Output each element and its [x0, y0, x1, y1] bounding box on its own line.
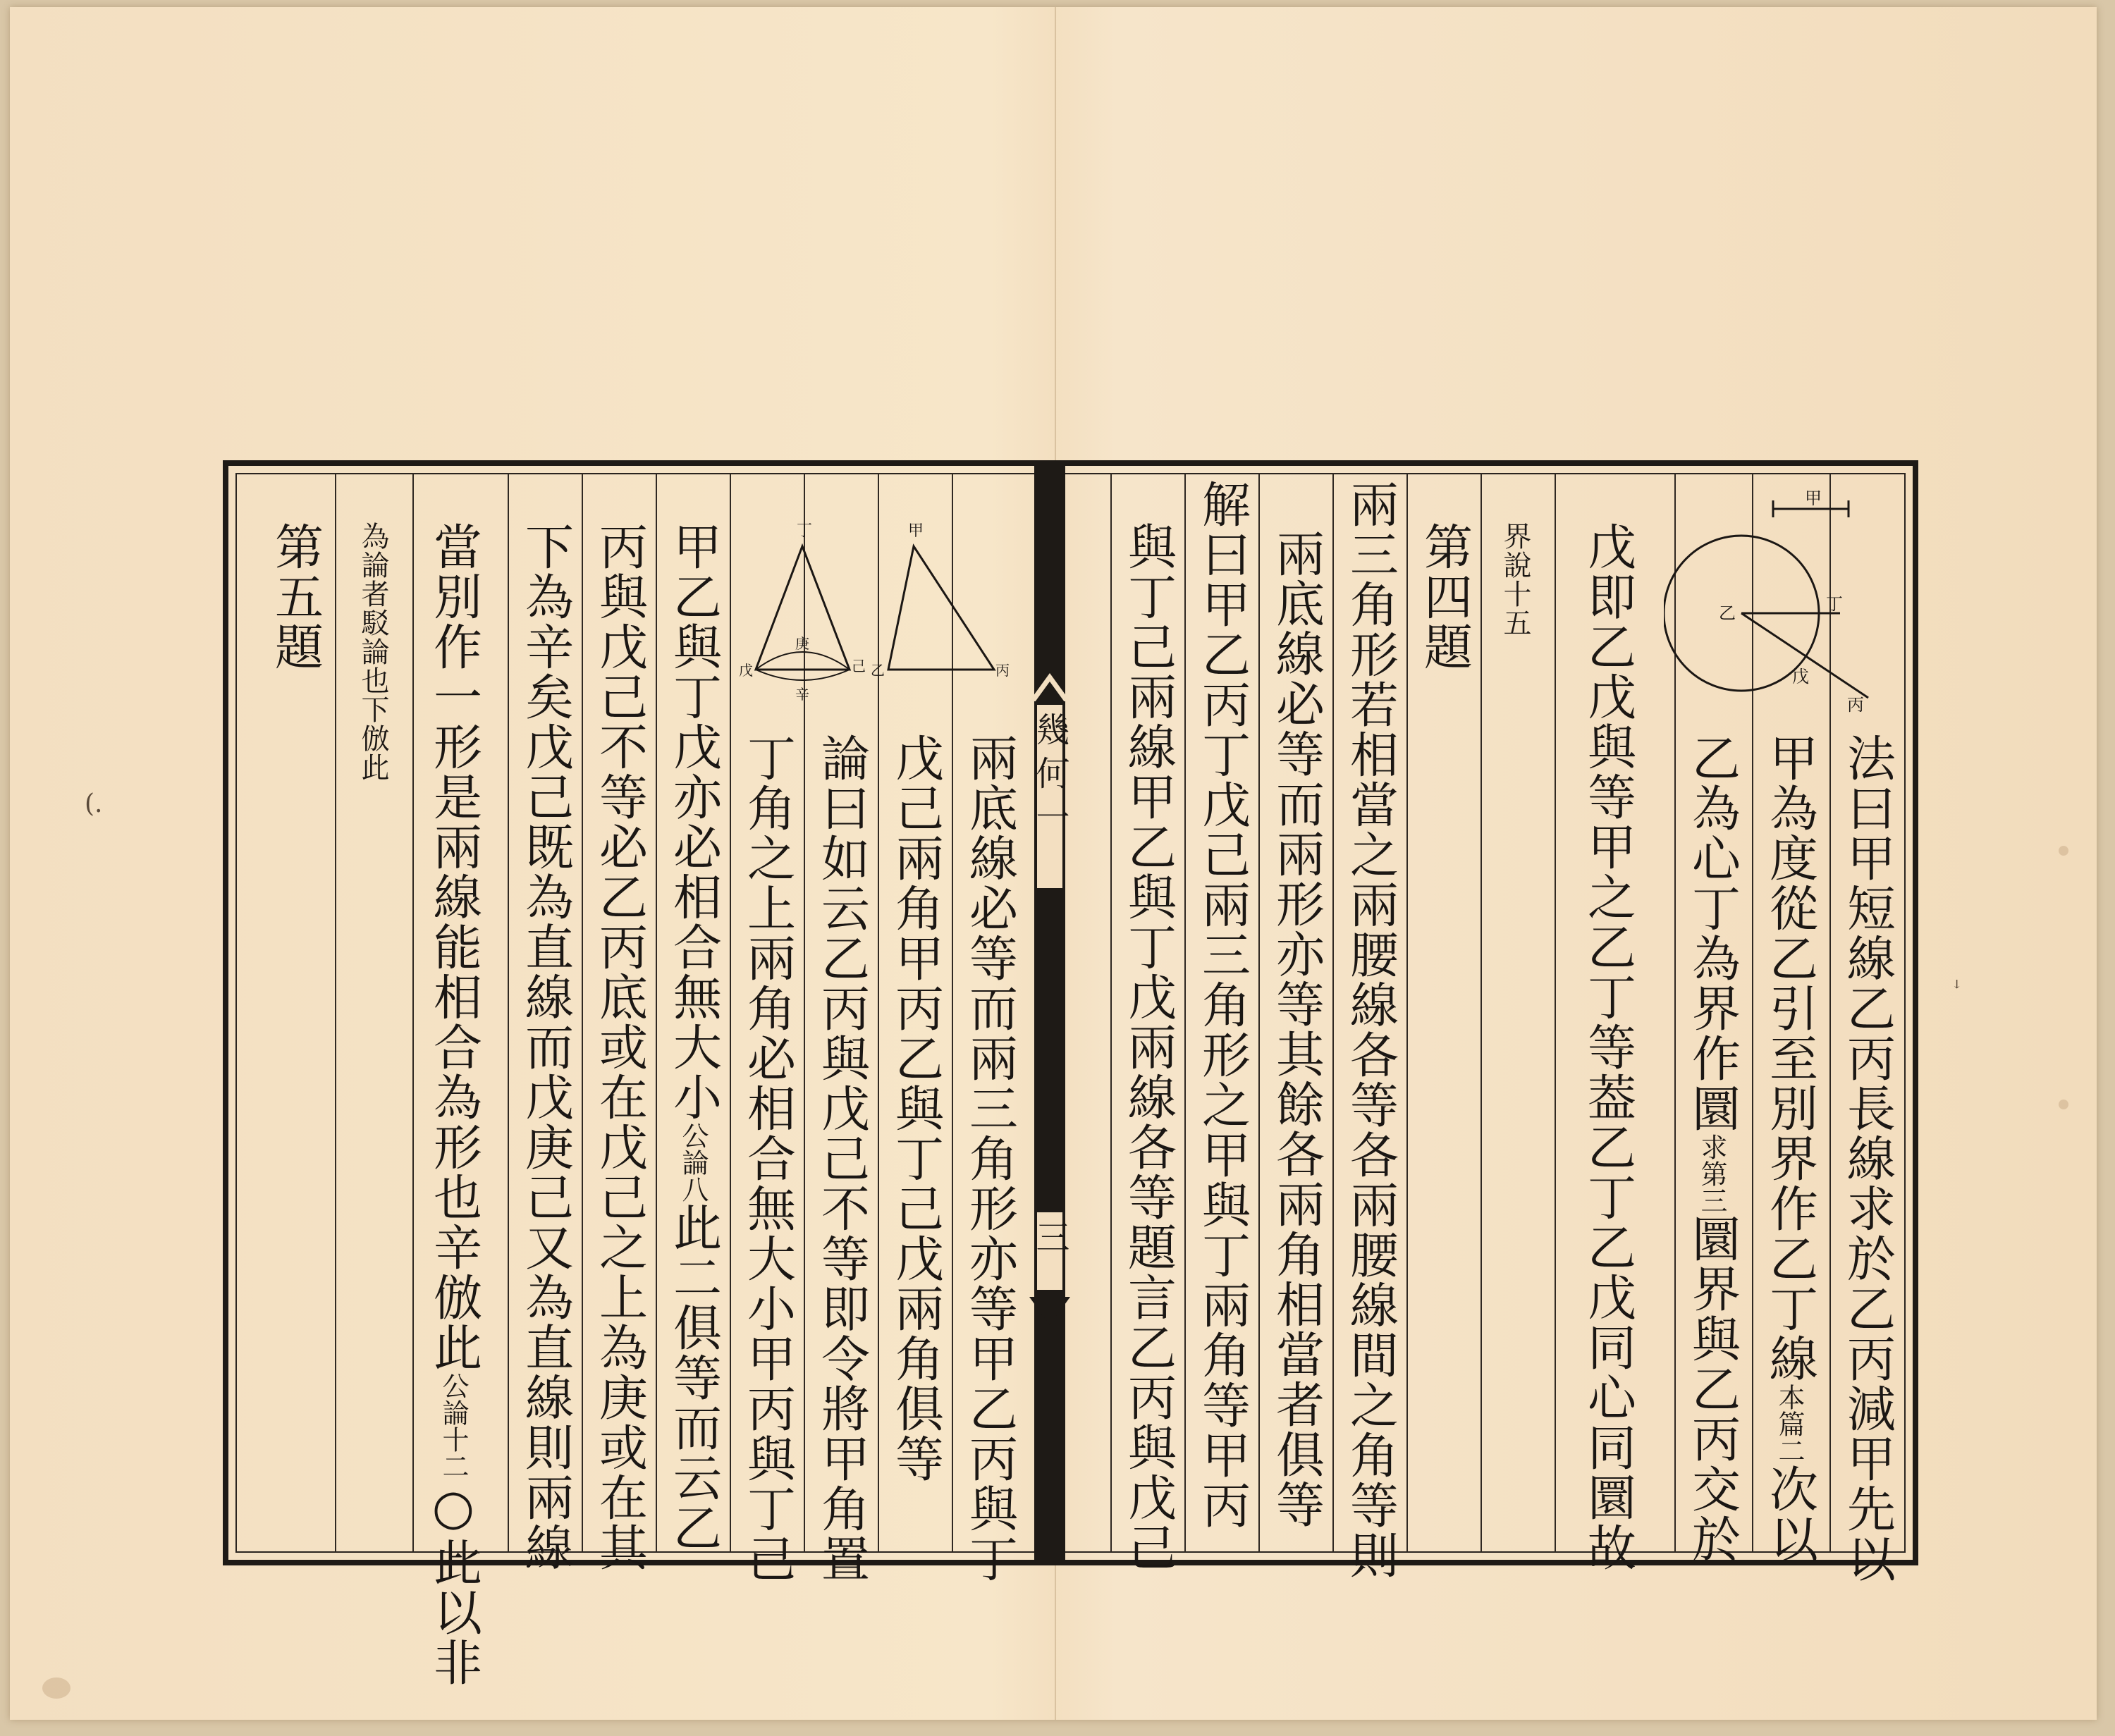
- column-rule: [335, 473, 336, 1553]
- circle-figure: [1664, 486, 1889, 726]
- label-jia: 甲: [908, 522, 924, 540]
- label-wu: 戊: [739, 662, 753, 679]
- stain: [42, 1677, 70, 1699]
- column-rule: [1110, 473, 1112, 1553]
- text-column: 丁角之上兩角必相合無大小甲丙與丁己: [739, 733, 795, 1584]
- column-rule: [656, 473, 657, 1553]
- text-column-small: 界說十五: [1499, 522, 1531, 637]
- column-rule: [1480, 473, 1482, 1553]
- column-rule: [1258, 473, 1260, 1553]
- text-column: 當別作一形是兩線能相合為形也辛倣此公論十二○此以非: [425, 522, 482, 1687]
- label-ding: 丁: [1826, 594, 1843, 614]
- column-rule: [1406, 473, 1408, 1553]
- column-rule: [582, 473, 583, 1553]
- text-column: 法曰甲短線乙丙長線求於乙丙減甲先以: [1839, 733, 1895, 1584]
- text-column: 丙與戊己不等必乙丙底或在戊己之上為庚或在其: [591, 522, 647, 1572]
- section-heading: 第四題: [1416, 522, 1472, 672]
- text-column: 解曰甲乙丙丁戊己兩三角形之甲與丁兩角等甲丙: [1194, 479, 1250, 1530]
- text-column: 與丁己兩線甲乙與丁戊兩線各等題言乙丙與戊己: [1120, 522, 1176, 1572]
- center-spine-bar: [1030, 460, 1069, 1565]
- section-heading: 第五題: [266, 522, 323, 672]
- label-jia: 甲: [1805, 488, 1822, 508]
- text-column: 戊己兩角甲丙乙與丁己戊兩角俱等: [887, 733, 943, 1484]
- margin-mark: ꜜ: [1953, 976, 1961, 1001]
- text-column: 乙為心丁為界作圜求第三圜界與乙丙交於: [1684, 733, 1740, 1564]
- label-bing: 丙: [995, 662, 1010, 679]
- stain: [2059, 846, 2068, 856]
- text-column: 論曰如云乙丙與戊己不等即令將甲角置: [813, 733, 869, 1584]
- margin-mark: (.: [85, 789, 103, 818]
- triangles-figure: [726, 515, 1029, 705]
- label-bing: 丙: [1847, 695, 1864, 715]
- spine-page-number-box: [1030, 1212, 1069, 1290]
- label-yi: 乙: [1719, 603, 1736, 623]
- text-column: 甲為度從乙引至別界作乙丁線本篇二次以: [1761, 733, 1817, 1564]
- text-column: 甲乙與丁戊亦必相合無大小公論八此二俱等而云乙: [665, 522, 721, 1553]
- label-yi: 乙: [871, 662, 885, 679]
- text-column: 兩底線必等而兩三角形亦等甲乙丙與丁: [961, 733, 1017, 1584]
- label-ji: 己: [852, 658, 866, 675]
- text-column: 下為辛矣戊己既為直線而戊庚己又為直線則兩線: [517, 522, 573, 1572]
- label-wu: 戊: [1792, 667, 1809, 687]
- text-column: 兩底線必等而兩形亦等其餘各兩角相當者俱等: [1268, 529, 1324, 1529]
- column-rule: [1555, 473, 1556, 1553]
- label-geng: 庚: [795, 635, 809, 652]
- text-column-small: 為論者駁論也下倣此: [357, 522, 389, 782]
- column-rule: [508, 473, 509, 1553]
- text-column: 兩三角形若相當之兩腰線各等各兩腰線間之角等則: [1342, 479, 1398, 1580]
- label-ding: 丁: [797, 522, 813, 540]
- spine-title-box: [1030, 705, 1069, 888]
- text-column: 戊即乙戊與等甲之乙丁等葢乙丁乙戊同心同圜故: [1579, 522, 1636, 1572]
- column-rule: [1184, 473, 1186, 1553]
- spine-title: 幾何一: [1030, 712, 1069, 843]
- stain: [2059, 1100, 2068, 1109]
- spine-page-number: 三: [1030, 1219, 1069, 1253]
- label-xin: 辛: [795, 686, 809, 703]
- column-rule: [1332, 473, 1334, 1553]
- column-rule: [412, 473, 414, 1553]
